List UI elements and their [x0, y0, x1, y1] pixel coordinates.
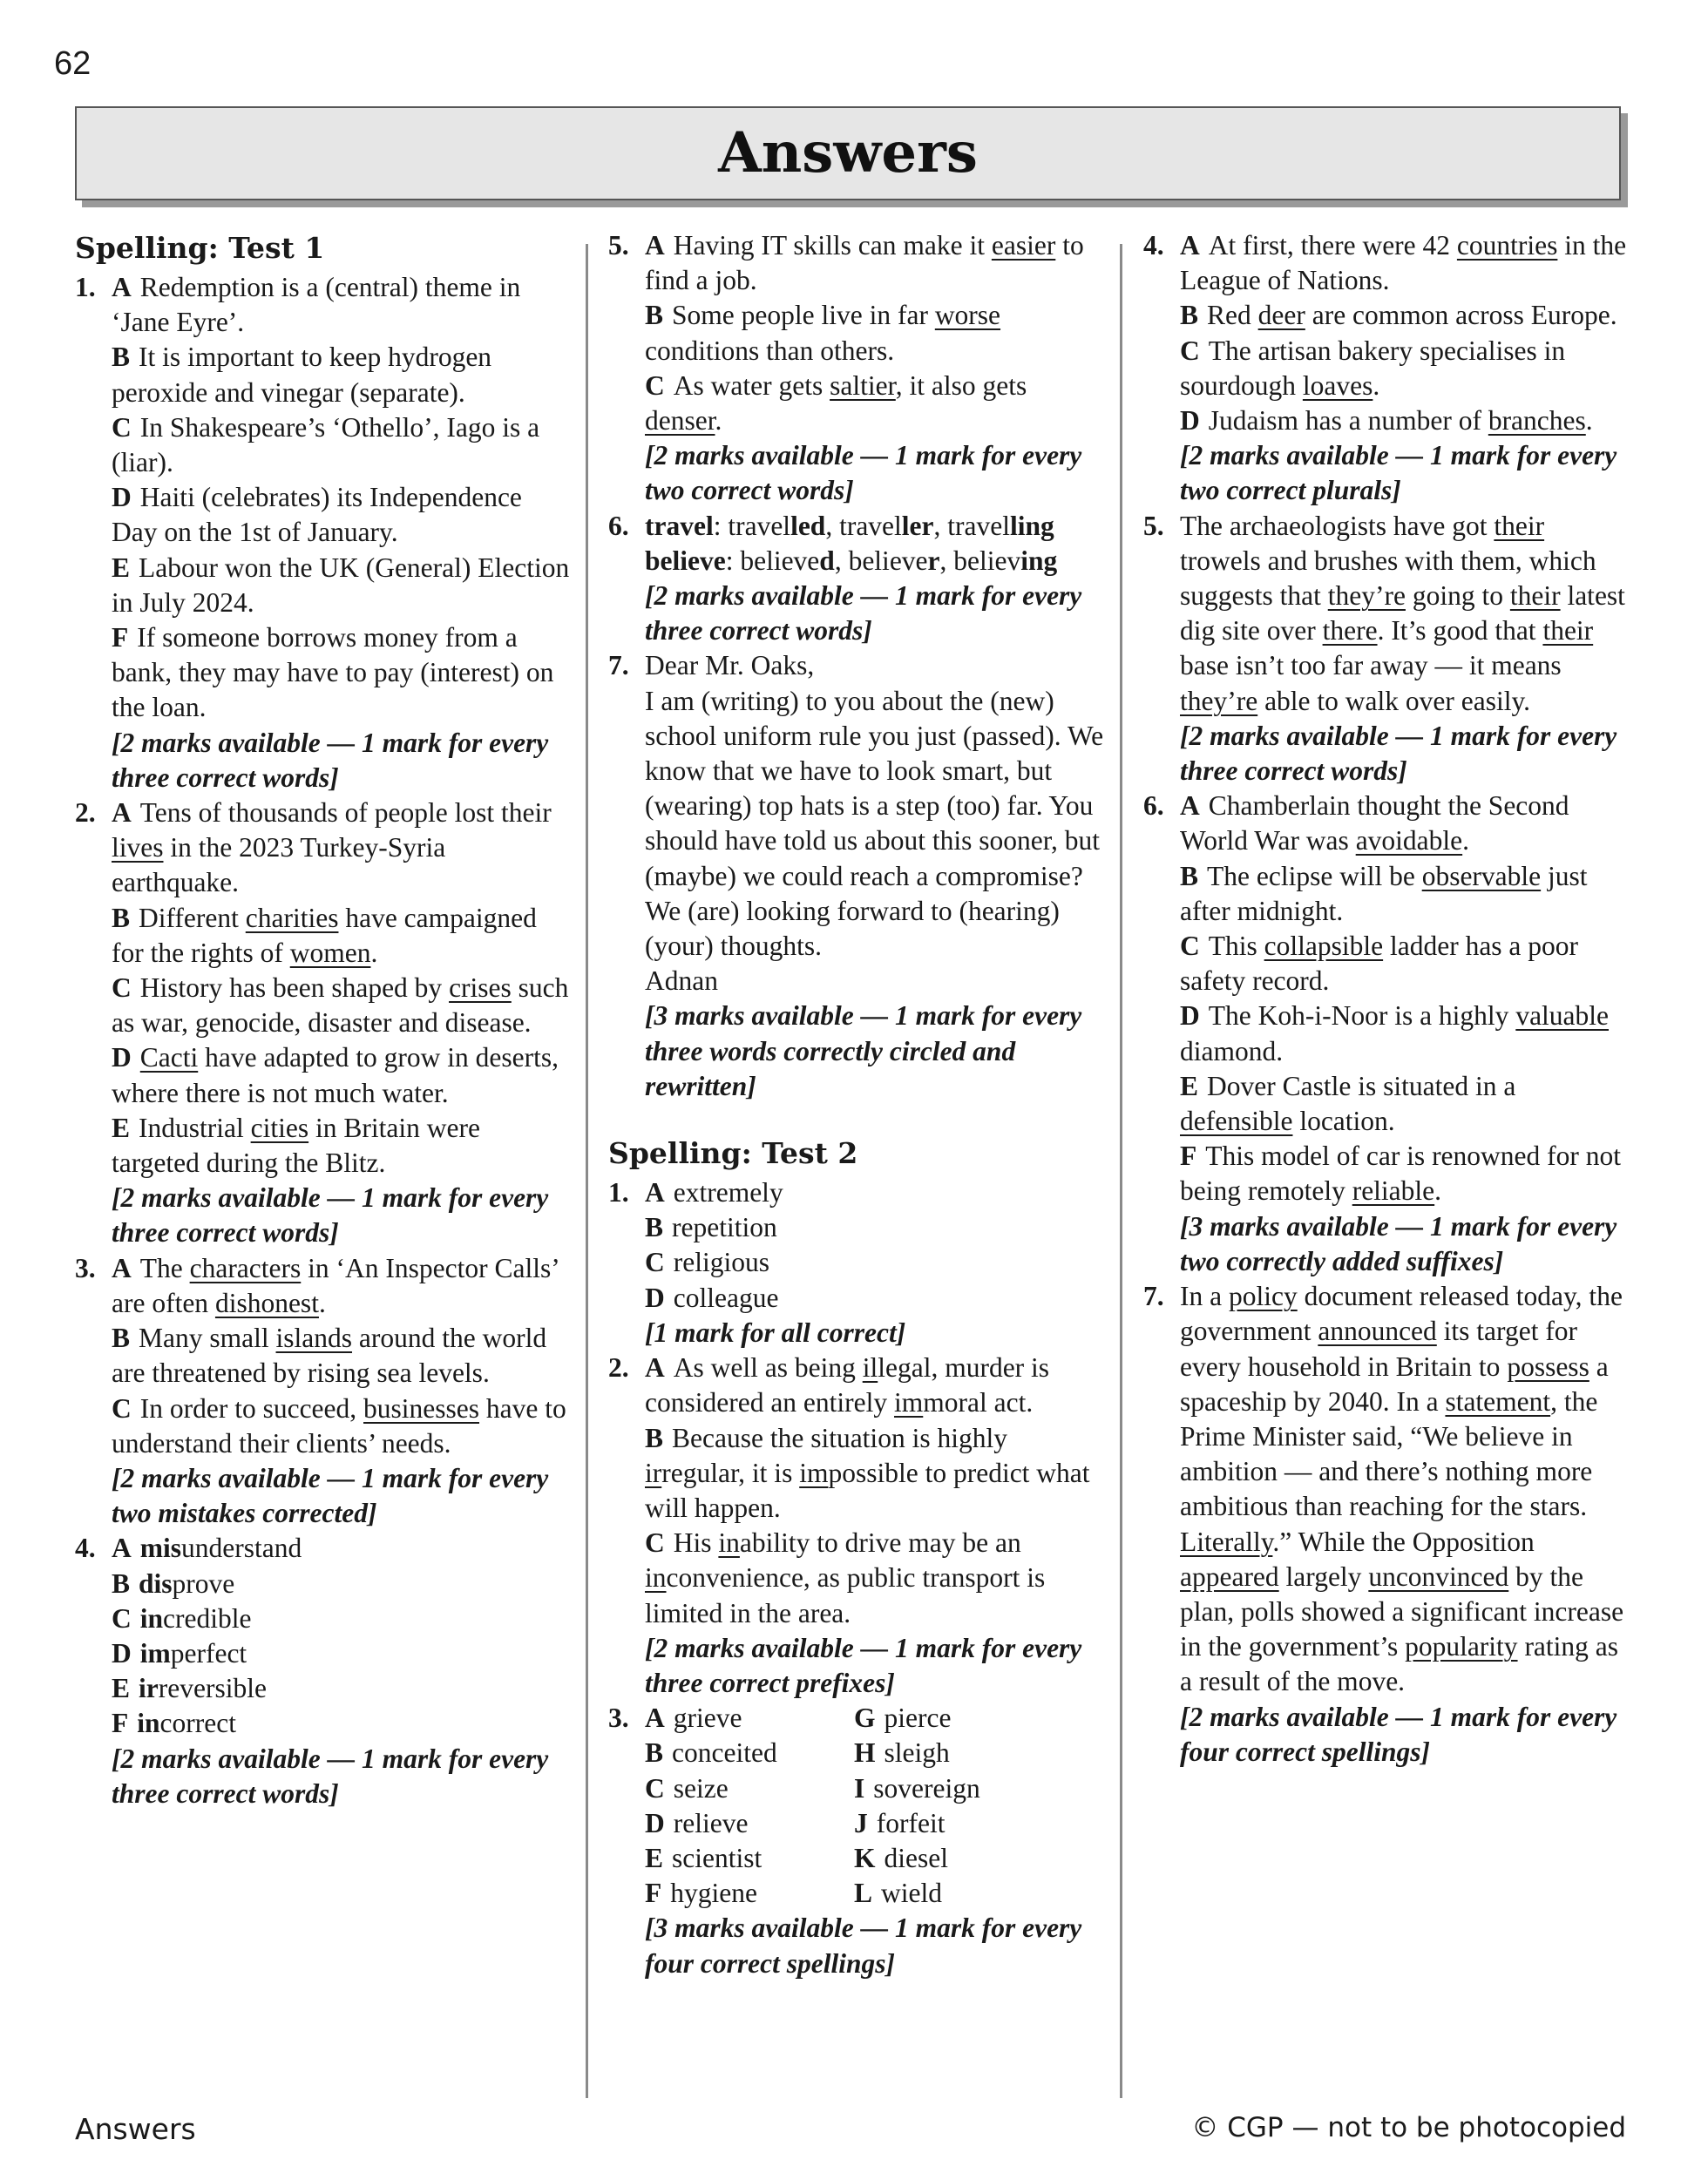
marks-note: [3 marks available — 1 mark for every four correct spellings] — [645, 1913, 1082, 1979]
question-2 — [75, 795, 572, 1251]
answer-line: B conceited — [645, 1737, 777, 1769]
answer-line: B repetition — [645, 1212, 777, 1243]
answer-line: C In Shakespeare’s ‘Othello’, Iago is a (liar). — [112, 411, 540, 478]
title-banner — [75, 106, 1621, 200]
answer-line: A Tens of thousands of people lost their lives in the 2023 Turkey-Syria earthquake. — [112, 797, 552, 898]
answer-line: D Cacti have adapted to grow in deserts, where there is not much water. — [112, 1042, 559, 1108]
answer-line: E Dover Castle is situated in a defensible location. — [1180, 1070, 1516, 1137]
question-number: 6. — [1143, 790, 1164, 822]
answer-line: I sovereign — [854, 1772, 980, 1804]
column-divider — [1120, 244, 1122, 2098]
question-4 — [75, 1531, 572, 1811]
marks-note: [3 marks available — 1 mark for every three words correctly circled and rewritten] — [645, 1000, 1082, 1101]
answer-line: travel: travelled, traveller, travelling — [645, 510, 1054, 541]
answer-line: E irreversible — [112, 1673, 267, 1704]
section-heading: Spelling: Test 1 — [75, 231, 325, 265]
answer-line: E Industrial cities in Britain were targeted during the Blitz. — [112, 1112, 480, 1179]
question-number: 1. — [608, 1177, 629, 1208]
answer-line: D Judaism has a number of branches. — [1180, 405, 1593, 437]
question-7 — [608, 648, 1107, 1104]
question-5 — [608, 228, 1107, 509]
answer-line: F This model of car is renowned for not being remotely reliable. — [1180, 1141, 1621, 1207]
marks-note: [3 marks available — 1 mark for every two correctly added suffixes] — [1180, 1210, 1617, 1276]
question-number: 3. — [75, 1252, 96, 1283]
answer-line: B disprove — [112, 1567, 235, 1599]
answer-line: D relieve — [645, 1807, 749, 1838]
answer-line: A The characters in ‘An Inspector Calls’ are often dishonest. — [112, 1252, 559, 1318]
paragraph: In a policy document released today, the government announced its target for every household in Britain to possess a spaceship by 2040. In a statement, the Prime Minister said, “We believe in ambition — and there’s nothing more ambitious than reaching for the stars. Literally.” While the Opposition appeared largely unconvinced by the plan, polls showed a significant increase in the government’s popularity rating as a result of the move. — [1180, 1281, 1624, 1697]
answer-line: A misunderstand — [112, 1533, 302, 1564]
letter-closing: We (are) looking forward to (hearing) (your) thoughts. — [645, 895, 1060, 962]
marks-note: [2 marks available — 1 mark for every three correct words] — [112, 1182, 549, 1249]
answer-line: G pierce — [854, 1703, 952, 1734]
answer-line: K diesel — [854, 1842, 948, 1873]
question-6 — [608, 509, 1107, 649]
answer-line: A extremely — [645, 1177, 783, 1208]
answer-line: C History has been shaped by crises such as war, genocide, disaster and disease. — [112, 972, 569, 1039]
letter-signoff: Adnan — [645, 965, 718, 997]
question-number: 6. — [608, 510, 629, 541]
question-4 — [1143, 228, 1631, 509]
answer-line: D imperfect — [112, 1637, 247, 1669]
answer-line: C In order to succeed, businesses have to understand their clients’ needs. — [112, 1392, 566, 1459]
answer-line: L wield — [854, 1878, 942, 1909]
question-number: 1. — [75, 272, 96, 302]
spelling-grid — [645, 1701, 1107, 1911]
answer-line: E scientist — [645, 1842, 762, 1873]
column-3 — [1143, 228, 1631, 1770]
answer-line: C seize — [645, 1772, 729, 1804]
question-1 — [608, 1175, 1107, 1351]
column-divider — [586, 244, 588, 2098]
question-number: 4. — [75, 1533, 96, 1564]
answer-line: A grieve — [645, 1703, 742, 1734]
answer-line: C As water gets saltier, it also gets denser. — [645, 369, 1027, 437]
marks-note: [2 marks available — 1 mark for every two mistakes corrected] — [112, 1462, 549, 1529]
page-number: 62 — [54, 45, 92, 82]
question-number: 7. — [608, 650, 629, 681]
page-title: Answers — [718, 120, 978, 186]
answer-line: C The artisan bakery specialises in sourdough loaves. — [1180, 335, 1566, 401]
question-number: 5. — [1143, 510, 1164, 541]
answer-line: F If someone borrows money from a bank, they may have to pay (interest) on the loan. — [112, 622, 554, 723]
paragraph: The archaeologists have got their trowels and brushes with them, which suggests that they’re going to their latest dig site over there. It’s good that their base isn’t too far away — it means they’re able to walk over easily. — [1180, 510, 1625, 716]
answer-line: D colleague — [645, 1282, 779, 1313]
question-number: 5. — [608, 230, 629, 261]
answer-line: B The eclipse will be observable just after midnight. — [1180, 860, 1588, 926]
question-number: 3. — [608, 1703, 629, 1734]
footer-section-label: Answers — [75, 2112, 196, 2146]
column-1 — [75, 228, 572, 1811]
answer-line: B Different charities have campaigned for the rights of women. — [112, 902, 537, 968]
marks-note: [2 marks available — 1 mark for every two correct words] — [645, 440, 1082, 506]
question-6 — [1143, 789, 1631, 1279]
marks-note: [2 marks available — 1 mark for every two correct plurals] — [1180, 440, 1617, 506]
question-3 — [75, 1251, 572, 1532]
answer-line: B Because the situation is highly irregular, it is impossible to predict what will happen. — [645, 1422, 1090, 1523]
question-2 — [608, 1351, 1107, 1701]
answer-line: A Redemption is a (central) theme in ‘Jane Eyre’. — [112, 272, 521, 338]
question-number: 2. — [608, 1352, 629, 1384]
answer-line: B Many small islands around the world are threatened by rising sea levels. — [112, 1323, 547, 1389]
marks-note: [2 marks available — 1 mark for every three correct words] — [645, 580, 1082, 647]
marks-note: [2 marks available — 1 mark for every three correct prefixes] — [645, 1632, 1082, 1698]
letter-body: I am (writing) to you about the (new) school uniform rule you just (passed). We know that we have to look smart, but (wearing) top hats is a step (too) far. You should have told us about this sooner, but (maybe) we could reach a compromise? — [645, 685, 1104, 891]
answer-line: A Having IT skills can make it easier to find a job. — [645, 230, 1084, 296]
answer-line: A As well as being illegal, murder is considered an entirely immoral act. — [645, 1352, 1050, 1418]
column-2 — [608, 228, 1107, 1981]
answer-line: C incredible — [112, 1602, 252, 1634]
answer-line: B It is important to keep hydrogen peroxide and vinegar (separate). — [112, 342, 492, 408]
marks-note: [2 marks available — 1 mark for every three correct words] — [1180, 720, 1617, 787]
question-number: 2. — [75, 797, 96, 829]
answer-line: F hygiene — [645, 1878, 757, 1909]
marks-note: [2 marks available — 1 mark for every three correct words] — [112, 1743, 549, 1809]
answer-line: B Red deer are common across Europe. — [1180, 300, 1617, 331]
question-number: 4. — [1143, 230, 1164, 261]
question-5 — [1143, 509, 1631, 789]
marks-note: [1 mark for all correct] — [645, 1317, 906, 1348]
letter-greeting: Dear Mr. Oaks, — [645, 650, 815, 681]
answer-line: C This collapsible ladder has a poor safety record. — [1180, 931, 1579, 997]
marks-note: [2 marks available — 1 mark for every four correct spellings] — [1180, 1701, 1617, 1767]
answer-line: A At first, there were 42 countries in the League of Nations. — [1180, 230, 1627, 296]
question-number: 7. — [1143, 1281, 1164, 1312]
answer-line: A Chamberlain thought the Second World War was avoidable. — [1180, 790, 1569, 856]
answer-line: C religious — [645, 1247, 769, 1278]
answer-line: D The Koh-i-Noor is a highly valuable diamond. — [1180, 1000, 1610, 1066]
footer-copyright: © CGP — not to be photocopied — [1191, 2112, 1626, 2143]
question-3 — [608, 1701, 1107, 1981]
marks-note: [2 marks available — 1 mark for every three correct words] — [112, 727, 549, 793]
question-7 — [1143, 1279, 1631, 1770]
answer-line: B Some people live in far worse conditions than others. — [645, 300, 1001, 366]
answer-line: E Labour won the UK (General) Election in July 2024. — [112, 552, 570, 618]
answer-line: F incorrect — [112, 1708, 236, 1739]
section-heading: Spelling: Test 2 — [608, 1136, 858, 1171]
question-1 — [75, 270, 572, 795]
answer-line: believe: believed, believer, believing — [645, 545, 1058, 576]
answer-line: J forfeit — [854, 1807, 946, 1838]
answer-line: C His inability to drive may be an inconvenience, as public transport is limited in the area. — [645, 1527, 1046, 1628]
answer-line: H sleigh — [854, 1737, 950, 1769]
answer-line: D Haiti (celebrates) its Independence Day on the 1st of January. — [112, 482, 522, 548]
